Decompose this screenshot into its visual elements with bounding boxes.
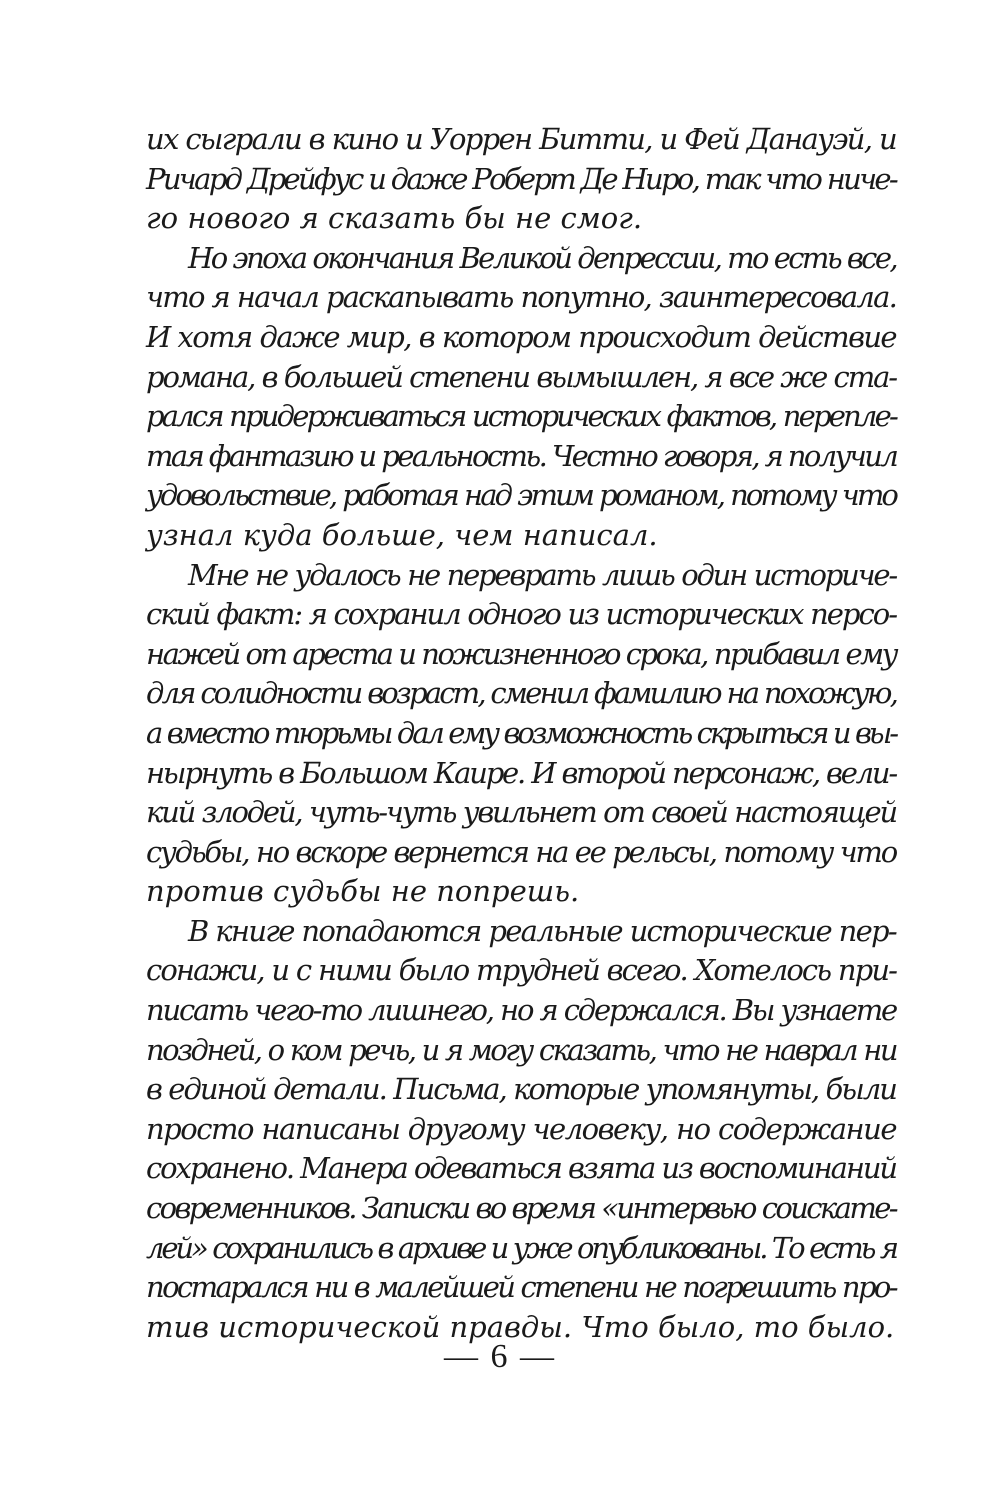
text-line: сохранено. Манера одеваться взята из воспоминаний xyxy=(146,1151,896,1186)
text-line: нажей от ареста и пожизненного срока, прибавил ему xyxy=(146,636,896,671)
text-line: поздней, о ком речь, и я могу сказать, что не наврал ни xyxy=(146,1032,896,1067)
text-line: писать чего-то лишнего, но я сдержался. Вы узнаете xyxy=(146,993,896,1028)
text-line: постарался ни в малейшей степени не погрешить про- xyxy=(146,1270,896,1305)
text-line: их сыграли в кино и Уоррен Битти, и Фей Данауэй, и xyxy=(146,122,896,156)
paragraph xyxy=(146,912,896,1348)
paragraph xyxy=(146,556,896,912)
text-line: сонажи, и с ними было трудней всего. Хотелось при- xyxy=(146,953,896,988)
paragraph xyxy=(146,239,896,556)
text-line: судьбы, но вскоре вернется на ее рельсы, потому что xyxy=(146,834,896,869)
text-line: в единой детали. Письма, которые упомянуты, были xyxy=(146,1072,896,1107)
text-line: рался придерживаться исторических фактов, перепле- xyxy=(146,399,896,434)
text-line: Мне не удалось не переврать лишь один историче- xyxy=(188,557,896,592)
text-line: тая фантазию и реальность. Честно говоря, я получил xyxy=(146,438,897,473)
text-line: романа, в большей степени вымышлен, я все же ста- xyxy=(146,359,896,394)
page-number: — 6 — xyxy=(444,1338,556,1375)
text-line: против судьбы не попрешь. xyxy=(146,874,580,909)
text-line: Ричард Дрейфус и даже Роберт Де Ниро, так что ниче- xyxy=(146,161,896,196)
text-line: лей» сохранились в архиве и уже опубликованы. То есть я xyxy=(146,1230,896,1265)
paragraph xyxy=(146,120,896,239)
text-line: нырнуть в Большом Каире. И второй персонаж, вели- xyxy=(146,755,896,790)
text-line: тив исторической правды. Что было, то было. xyxy=(146,1309,895,1344)
text-line: го нового я сказать бы не смог. xyxy=(146,201,643,236)
text-line: а вместо тюрьмы дал ему возможность скрыться и вы- xyxy=(146,715,896,750)
text-line: Но эпоха окончания Великой депрессии, то есть все, xyxy=(188,240,896,275)
text-line: узнал куда больше, чем написал. xyxy=(146,517,658,552)
text-line: современников. Записки во время «интервью соискате- xyxy=(146,1191,896,1226)
text-line: В книге попадаются реальные исторические пер- xyxy=(188,913,896,948)
text-line: И хотя даже мир, в котором происходит действие xyxy=(146,319,896,354)
text-line: для солидности возраст, сменил фамилию на похожую, xyxy=(146,676,896,711)
text-line: кий злодей, чуть-чуть увильнет от своей настоящей xyxy=(146,795,896,830)
text-line: ский факт: я сохранил одного из исторических персо- xyxy=(146,597,896,632)
text-line: удовольствие, работая над этим романом, потому что xyxy=(146,478,896,513)
text-line: просто написаны другому человеку, но содержание xyxy=(146,1111,896,1146)
page-body xyxy=(146,120,896,1347)
text-line: что я начал раскапывать попутно, заинтересовала. xyxy=(146,280,896,315)
